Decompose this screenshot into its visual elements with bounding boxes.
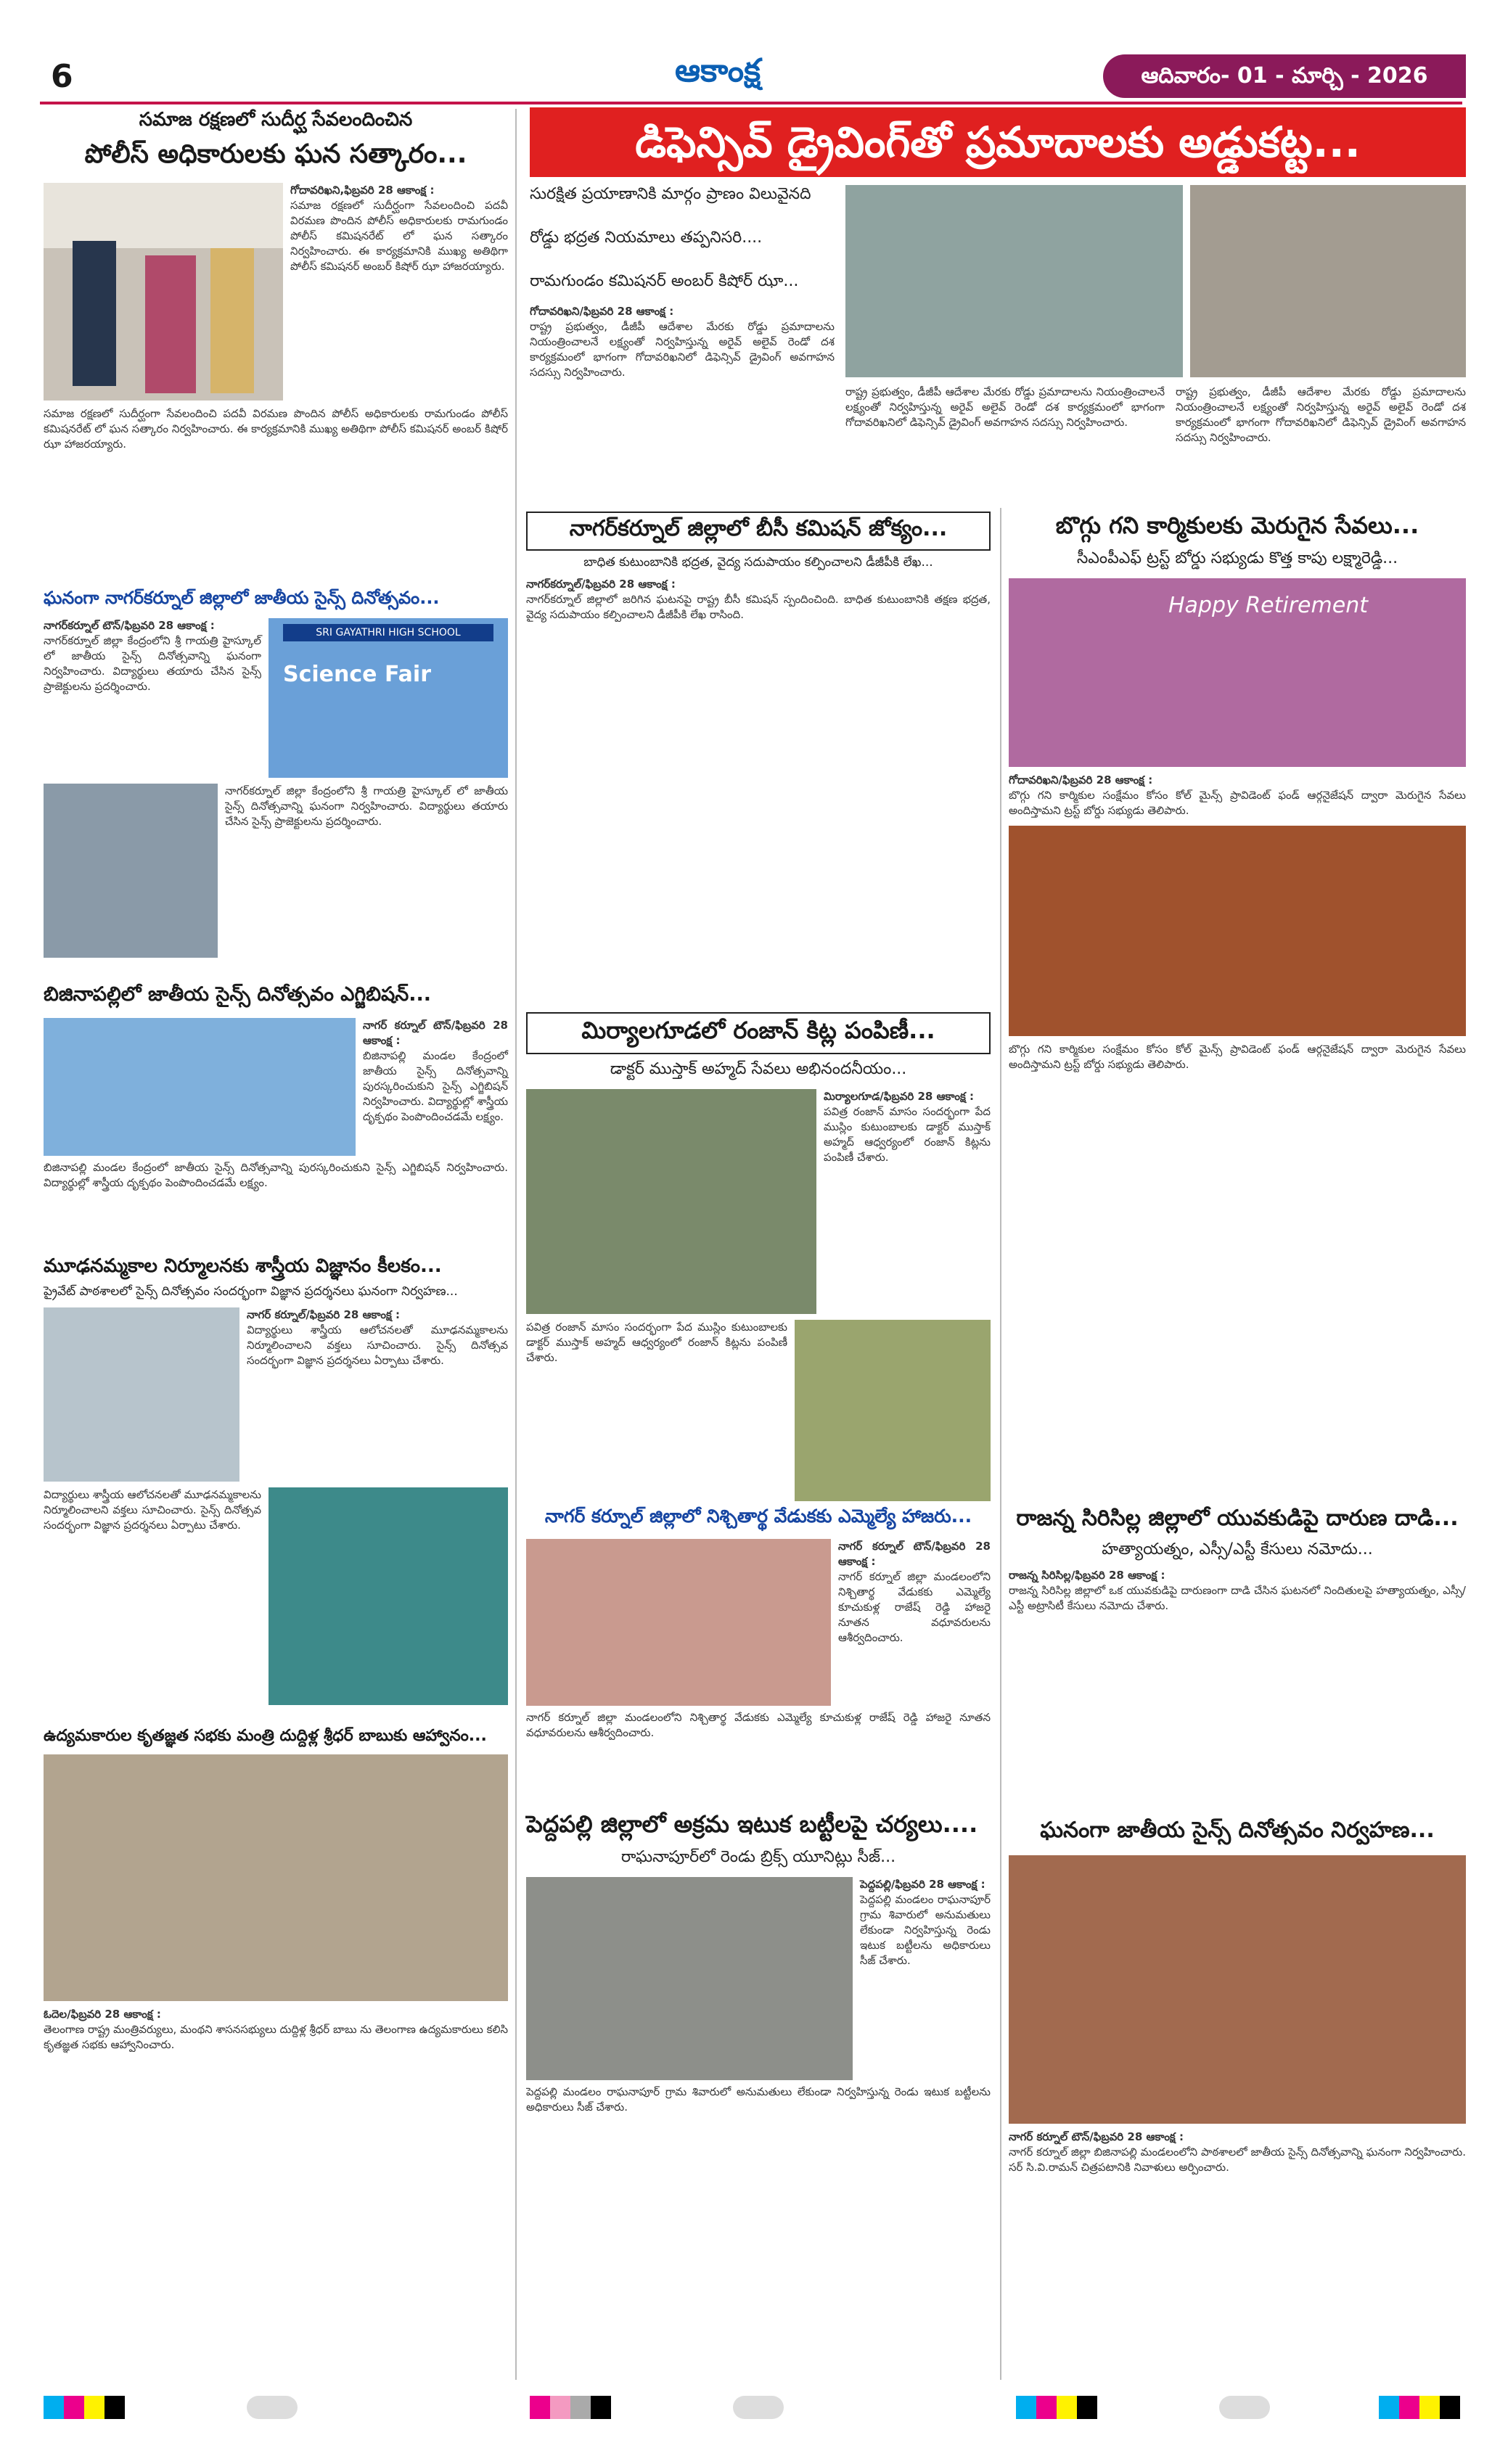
reg-mark-black bbox=[1440, 2396, 1460, 2419]
ramzan-distribution-photo bbox=[795, 1320, 991, 1501]
reg-mark-pink bbox=[550, 2396, 570, 2419]
article-dateline: రాజన్న సిరిసిల్ల/ఫిబ్రవరి 28 ఆకాంక్ష : bbox=[1009, 1569, 1165, 1582]
article-body-cont: విద్యార్థులు శాస్త్రీయ ఆలోచనలతో మూఢనమ్మకాలను నిర్మూలించాలని వక్తలు సూచించారు. సైన్స్ దినోత్సవ సందర్భంగా విజ్ఞాన ప్రదర్శనలు ఏర్పాటు చేశారు. bbox=[44, 1488, 261, 1532]
article-headline: నాగర్‌కర్నూల్ జిల్లాలో బీసీ కమిషన్ జోక్యం... bbox=[526, 512, 991, 551]
article-subhead: రామగుండం కమిషనర్ అంబర్ కిషోర్ ఝా... bbox=[530, 272, 799, 290]
article-body: నాగర్‌కర్నూల్ జిల్లా కేంద్రంలోని శ్రీ గాయత్రి హైస్కూల్ లో జాతీయ సైన్స్ దినోత్సవాన్ని ఘనంగా నిర్వహించారు. విద్యార్థులు తయారు చేసిన సైన్స్ ప్రాజెక్టులను ప్రదర్శించారు. bbox=[44, 634, 261, 693]
article-science-1 bbox=[44, 588, 508, 958]
article-subhead: సురక్షిత ప్రయాణానికి మార్గం ప్రాణం విలువైనది bbox=[530, 185, 811, 203]
article-dateline: పెద్దపల్లి/ఫిబ్రవరి 28 ఆకాంక్ష : bbox=[860, 1878, 985, 1891]
article-coal bbox=[1009, 512, 1466, 1383]
article-sircilla bbox=[1009, 1506, 1466, 1779]
article-dateline: నాగర్ కర్నూల్ టౌన్/ఫిబ్రవరి 28 ఆకాంక్ష : bbox=[363, 1019, 508, 1047]
registration-marks-left bbox=[44, 2396, 125, 2419]
article-dateline: గోదావరిఖని/ఫిబ్రవరి 28 ఆకాంక్ష : bbox=[1009, 773, 1153, 787]
article-dateline: నాగర్‌కర్నూల్/ఫిబ్రవరి 28 ఆకాంక్ష : bbox=[526, 578, 676, 591]
registration-marks-center bbox=[530, 2396, 611, 2419]
reg-mark-cyan bbox=[1016, 2396, 1036, 2419]
reg-mark-yellow bbox=[1057, 2396, 1077, 2419]
article-headline: నాగర్ కర్నూల్ జిల్లాలో నిశ్చితార్థ వేడుకకు ఎమ్మెల్యే హాజరు... bbox=[544, 1506, 972, 1527]
registration-dot bbox=[733, 2396, 784, 2419]
reg-mark-magenta bbox=[1399, 2396, 1419, 2419]
article-body-cont: రాష్ట్ర ప్రభుత్వం, డీజీపీ ఆదేశాల మేరకు రోడ్డు ప్రమాదాలను నియంత్రించాలనే లక్ష్యంతో నిర్వహిస్తున్న అరైవ్ అలైవ్ రెండో దశ కార్యక్రమంలో భాగంగా గోదావరిఖనిలో డిఫెన్సివ్ డ్రైవింగ్ అవగాహన సదస్సు నిర్వహించారు. bbox=[845, 385, 1165, 429]
article-body: విద్యార్థులు శాస్త్రీయ ఆలోచనలతో మూఢనమ్మకాలను నిర్మూలించాలని వక్తలు సూచించారు. సైన్స్ దినోత్సవ సందర్భంగా విజ్ఞాన ప్రదర్శనలు ఏర్పాటు చేశారు. bbox=[247, 1323, 508, 1367]
page-number: 6 bbox=[51, 58, 73, 95]
fair-sign: Science Fair bbox=[283, 662, 432, 687]
article-dateline: గోదావరిఖని,ఫిబ్రవరి 28 ఆకాంక్ష : bbox=[290, 184, 435, 197]
reg-mark-magenta bbox=[530, 2396, 550, 2419]
reg-mark-black bbox=[591, 2396, 611, 2419]
article-dateline: నాగర్ కర్నూల్ టౌన్/ఫిబ్రవరి 28 ఆకాంక్ష : bbox=[838, 1540, 991, 1568]
article-body: నాగర్ కర్నూల్ జిల్లా మండలంలోని నిశ్చితార్థ వేడుకకు ఎమ్మెల్యే కూచుకుళ్ల రాజేష్ రెడ్డి హాజరై నూతన వధూవరులను ఆశీర్వదించారు. bbox=[838, 1570, 991, 1644]
article-defensive bbox=[530, 185, 835, 493]
article-subhead: సీఎంపీఎఫ్ ట్రస్ట్ బోర్డు సభ్యుడు కొత్త కాపు లక్ష్మారెడ్డి... bbox=[1076, 549, 1398, 567]
ramzan-kits-photo bbox=[526, 1089, 816, 1314]
article-bijinapally bbox=[44, 983, 508, 1254]
article-subhead: రాఘనాపూర్‌లో రెండు బ్రిక్స్ యూనిట్లు సీజ్... bbox=[620, 1848, 896, 1866]
article-headline: రాజన్న సిరిసిల్ల జిల్లాలో యువకుడిపై దారుణ దాడి... bbox=[1016, 1506, 1459, 1531]
article-kicker: సమాజ రక్షణలో సుదీర్ఘ సేవలందించిన bbox=[139, 109, 413, 131]
exhibition-photo bbox=[44, 1018, 356, 1156]
masthead-logo: ఆకాంక్ష bbox=[675, 52, 761, 89]
article-body: నాగర్ కర్నూల్ జిల్లా బిజినాపల్లి మండలంలోని పాఠశాలలో జాతీయ సైన్స్ దినోత్సవాన్ని ఘనంగా నిర్వహించారు. సర్ సి.వి.రామన్ చిత్రపటానికి నివాళులు అర్పించారు. bbox=[1009, 2145, 1466, 2174]
article-headline: పోలీస్ అధికారులకు ఘన సత్కారం... bbox=[84, 139, 467, 169]
reg-mark-black bbox=[104, 2396, 125, 2419]
article-superstition bbox=[44, 1255, 508, 1705]
article-body: రాజన్న సిరిసిల్ల జిల్లాలో ఒక యువకుడిపై దారుణంగా దాడి చేసిన ఘటనలో నిందితులపై హత్యాయత్నం, ఎస్సీ/ఎస్టీ అట్రాసిటీ కేసులు నమోదు చేశారు. bbox=[1009, 1584, 1466, 1612]
article-science-2 bbox=[1009, 1818, 1466, 2261]
article-police bbox=[44, 109, 508, 522]
article-headline: మిర్యాలగూడలో రంజాన్ కిట్ల పంపిణీ... bbox=[526, 1012, 991, 1054]
article-dateline: నాగర్ కర్నూల్/ఫిబ్రవరి 28 ఆకాంక్ష : bbox=[247, 1308, 401, 1321]
registration-dot bbox=[1219, 2396, 1270, 2419]
article-sand bbox=[526, 1810, 991, 2302]
article-dateline: మిర్యాలగూడ/ఫిబ్రవరి 28 ఆకాంక్ష : bbox=[824, 1090, 975, 1103]
article-subhead: హత్యాయత్నం, ఎస్సీ/ఎస్టీ కేసులు నమోదు... bbox=[1102, 1540, 1373, 1559]
article-headline: బొగ్గు గని కార్మికులకు మెరుగైన సేవలు... bbox=[1055, 512, 1419, 539]
school-sign: SRI GAYATHRI HIGH SCHOOL bbox=[283, 624, 493, 641]
police-felicitation-photo bbox=[44, 183, 283, 401]
article-headline: ఉద్యమకారుల కృతజ్ఞత సభకు మంత్రి దుద్దిళ్ల శ్రీధర్ బాబుకు ఆహ్వానం... bbox=[44, 1727, 487, 1745]
article-body: రాష్ట్ర ప్రభుత్వం, డీజీపీ ఆదేశాల మేరకు రోడ్డు ప్రమాదాలను నియంత్రించాలనే లక్ష్యంతో నిర్వహిస్తున్న అరైవ్ అలైవ్ రెండో దశ కార్యక్రమంలో భాగంగా గోదావరిఖనిలో డిఫెన్సివ్ డ్రైవింగ్ అవగాహన సదస్సు నిర్వహించారు. bbox=[530, 320, 835, 379]
students-model-photo bbox=[44, 1307, 239, 1482]
registration-marks-right bbox=[1016, 2396, 1097, 2419]
article-body: నాగర్‌కర్నూల్ జిల్లాలో జరిగిన ఘటనపై రాష్ట్ర బీసీ కమిషన్ స్పందించింది. బాధిత కుటుంబానికి తక్షణ భద్రత, వైద్య సదుపాయం కల్పించాలని డీజీపీకి లేఖ రాసింది. bbox=[526, 593, 991, 621]
article-headline: పెద్దపల్లి జిల్లాలో అక్రమ ఇటుక బట్టీలపై చర్యలు.... bbox=[526, 1810, 978, 1838]
seminar-audience-photo bbox=[1190, 185, 1466, 377]
science-fair-photo bbox=[269, 618, 508, 778]
article-minister bbox=[44, 1727, 508, 2153]
article-body-cont: నాగర్ కర్నూల్ జిల్లా మండలంలోని నిశ్చితార్థ వేడుకకు ఎమ్మెల్యే కూచుకుళ్ల రాజేష్ రెడ్డి హాజరై నూతన వధూవరులను ఆశీర్వదించారు. bbox=[526, 1711, 991, 1739]
article-body: పెద్దపల్లి మండలం రాఘనాపూర్ గ్రామ శివారులో అనుమతులు లేకుండా నిర్వహిస్తున్న రెండు ఇటుక బట్టీలను అధికారులు సీజ్ చేశారు. bbox=[860, 1893, 991, 1967]
article-dateline: నాగర్‌కర్నూల్ టౌన్/ఫిబ్రవరి 28 ఆకాంక్ష : bbox=[44, 619, 215, 632]
column-rule bbox=[1000, 508, 1001, 2380]
reg-mark-magenta bbox=[1036, 2396, 1057, 2419]
reg-mark-magenta bbox=[64, 2396, 84, 2419]
registration-marks-far-right bbox=[1379, 2396, 1460, 2419]
article-body: బిజినాపల్లి మండల కేంద్రంలో జాతీయ సైన్స్ దినోత్సవాన్ని పురస్కరించుకుని సైన్స్ ఎగ్జిబిషన్ నిర్వహించారు. విద్యార్థుల్లో శాస్త్రీయ దృక్పథం పెంపొందించడమే లక్ష్యం. bbox=[363, 1049, 508, 1123]
brick-kiln-photo bbox=[526, 1877, 853, 2080]
article-subhead: ప్రైవేట్ పాఠశాలలో సైన్స్ దినోత్సవం సందర్భంగా విజ్ఞాన ప్రదర్శనలు ఘనంగా నిర్వహణ... bbox=[44, 1284, 458, 1299]
article-body-cont: బొగ్గు గని కార్మికుల సంక్షేమం కోసం కోల్ మైన్స్ ప్రావిడెంట్ ఫండ్ ఆర్గనైజేషన్ ద్వారా మెరుగైన సేవలు అందిస్తామని ట్రస్ట్ బోర్డు సభ్యుడు తెలిపారు. bbox=[1009, 1043, 1466, 1071]
article-subhead: డాక్టర్ ముస్తాక్ అహ్మద్ సేవలు అభినందనీయం... bbox=[610, 1060, 907, 1078]
article-wedding bbox=[526, 1506, 991, 1797]
article-body: సమాజ రక్షణలో సుదీర్ఘంగా సేవలందించి పదవీ విరమణ పొందిన పోలీస్ అధికారులకు రామగుండం పోలీస్ కమిషనరేట్ లో ఘన సత్కారం నిర్వహించారు. ఈ కార్యక్రమానికి ముఖ్య అతిథిగా పోలీస్ కమిషనర్ అంబర్ కిషోర్ ఝా హాజరయ్యారు. bbox=[290, 199, 508, 273]
article-body-cont: రాష్ట్ర ప్రభుత్వం, డీజీపీ ఆదేశాల మేరకు రోడ్డు ప్రమాదాలను నియంత్రించాలనే లక్ష్యంతో నిర్వహిస్తున్న అరైవ్ అలైవ్ రెండో దశ కార్యక్రమంలో భాగంగా గోదావరిఖనిలో డిఫెన్సివ్ డ్రైవింగ్ అవగాహన సదస్సు నిర్వహించారు. bbox=[1176, 385, 1466, 444]
article-headline: ఘనంగా నాగర్‌కర్నూల్ జిల్లాలో జాతీయ సైన్స్ దినోత్సవం... bbox=[44, 588, 440, 608]
reg-mark-grey bbox=[570, 2396, 591, 2419]
reg-mark-cyan bbox=[44, 2396, 64, 2419]
retirement-banner: Happy Retirement bbox=[1168, 593, 1368, 618]
article-body: బొగ్గు గని కార్మికుల సంక్షేమం కోసం కోల్ మైన్స్ ప్రావిడెంట్ ఫండ్ ఆర్గనైజేషన్ ద్వారా మెరుగైన సేవలు అందిస్తామని ట్రస్ట్ బోర్డు సభ్యుడు తెలిపారు. bbox=[1009, 789, 1466, 817]
defensive-driving-photo bbox=[845, 185, 1183, 377]
reg-mark-yellow bbox=[84, 2396, 104, 2419]
article-body: పవిత్ర రంజాన్ మాసం సందర్భంగా పేద ముస్లిం కుటుంబాలకు డాక్టర్ ముస్తాక్ అహ్మద్ ఆధ్వర్యంలో రంజాన్ కిట్లను పంపిణీ చేశారు. bbox=[824, 1105, 991, 1164]
article-dateline: నాగర్ కర్నూల్ టౌన్/ఫిబ్రవరి 28 ఆకాంక్ష : bbox=[1009, 2130, 1184, 2143]
workers-gathering-photo bbox=[1009, 826, 1466, 1036]
article-bc bbox=[526, 512, 991, 831]
article-body-cont: పవిత్ర రంజాన్ మాసం సందర్భంగా పేద ముస్లిం కుటుంబాలకు డాక్టర్ ముస్తాక్ అహ్మద్ ఆధ్వర్యంలో రంజాన్ కిట్లను పంపిణీ చేశారు. bbox=[526, 1321, 787, 1364]
reg-mark-yellow bbox=[1419, 2396, 1440, 2419]
article-dateline: గోదావరిఖని/ఫిబ్రవరి 28 ఆకాంక్ష : bbox=[530, 305, 674, 318]
article-headline: బిజినాపల్లిలో జాతీయ సైన్స్ దినోత్సవం ఎగ్జిబిషన్... bbox=[44, 983, 432, 1006]
minister-invite-photo bbox=[44, 1754, 508, 2001]
article-body-cont: నాగర్‌కర్నూల్ జిల్లా కేంద్రంలోని శ్రీ గాయత్రి హైస్కూల్ లో జాతీయ సైన్స్ దినోత్సవాన్ని ఘనంగా నిర్వహించారు. విద్యార్థులు తయారు చేసిన సైన్స్ ప్రాజెక్టులను ప్రదర్శించారు. bbox=[225, 784, 508, 828]
article-body-cont: బిజినాపల్లి మండల కేంద్రంలో జాతీయ సైన్స్ దినోత్సవాన్ని పురస్కరించుకుని సైన్స్ ఎగ్జిబిషన్ నిర్వహించారు. విద్యార్థుల్లో శాస్త్రీయ దృక్పథం పెంపొందించడమే లక్ష్యం. bbox=[44, 1161, 508, 1189]
cv-raman-tribute-photo bbox=[1009, 1855, 1466, 2124]
article-dateline: ఓదెల/ఫిబ్రవరి 28 ఆకాంక్ష : bbox=[44, 2008, 161, 2021]
retirement-event-photo bbox=[1009, 578, 1466, 767]
date-banner: ఆదివారం- 01 - మార్చి - 2026 bbox=[1103, 54, 1466, 98]
article-body: తెలంగాణ రాష్ట్ర మంత్రివర్యులు, మంథని శాసనసభ్యులు దుద్దిళ్ల శ్రీధర్ బాబు ను తెలంగాణ ఉద్యమకారులు కలిసి కృతజ్ఞత సభకు ఆహ్వానించారు. bbox=[44, 2023, 508, 2051]
article-headline: మూఢనమ్మకాల నిర్మూలనకు శాస్త్రీయ విజ్ఞానం కీలకం... bbox=[44, 1255, 442, 1277]
article-subhead: రోడ్డు భద్రత నియమాలు తప్పనిసరి.... bbox=[530, 229, 763, 247]
banner-headline: డిఫెన్సివ్ డ్రైవింగ్‌తో ప్రమాదాలకు అడ్డుకట్ట... bbox=[530, 107, 1466, 177]
science-model-photo bbox=[269, 1487, 508, 1705]
article-headline: ఘనంగా జాతీయ సైన్స్ దినోత్సవం నిర్వహణ... bbox=[1040, 1818, 1435, 1843]
article-body-cont: సమాజ రక్షణలో సుదీర్ఘంగా సేవలందించి పదవీ విరమణ పొందిన పోలీస్ అధికారులకు రామగుండం పోలీస్ కమిషనరేట్ లో ఘన సత్కారం నిర్వహించారు. ఈ కార్యక్రమానికి ముఖ్య అతిథిగా పోలీస్ కమిషనర్ అంబర్ కిషోర్ ఝా హాజరయ్యారు. bbox=[44, 407, 508, 451]
engagement-photo bbox=[526, 1539, 831, 1706]
article-body-cont: పెద్దపల్లి మండలం రాఘనాపూర్ గ్రామ శివారులో అనుమతులు లేకుండా నిర్వహిస్తున్న రెండు ఇటుక బట్టీలను అధికారులు సీజ్ చేశారు. bbox=[526, 2085, 991, 2114]
article-subhead: బాధిత కుటుంబానికి భద్రత, వైద్య సదుపాయం కల్పించాలని డీజీపీకి లేఖ... bbox=[583, 555, 933, 570]
top-rule bbox=[40, 102, 1462, 104]
article-ramzan bbox=[526, 1012, 991, 1501]
classroom-photo bbox=[44, 784, 218, 958]
reg-mark-black bbox=[1077, 2396, 1097, 2419]
column-rule bbox=[515, 109, 517, 2380]
reg-mark-cyan bbox=[1379, 2396, 1399, 2419]
registration-dot bbox=[247, 2396, 298, 2419]
